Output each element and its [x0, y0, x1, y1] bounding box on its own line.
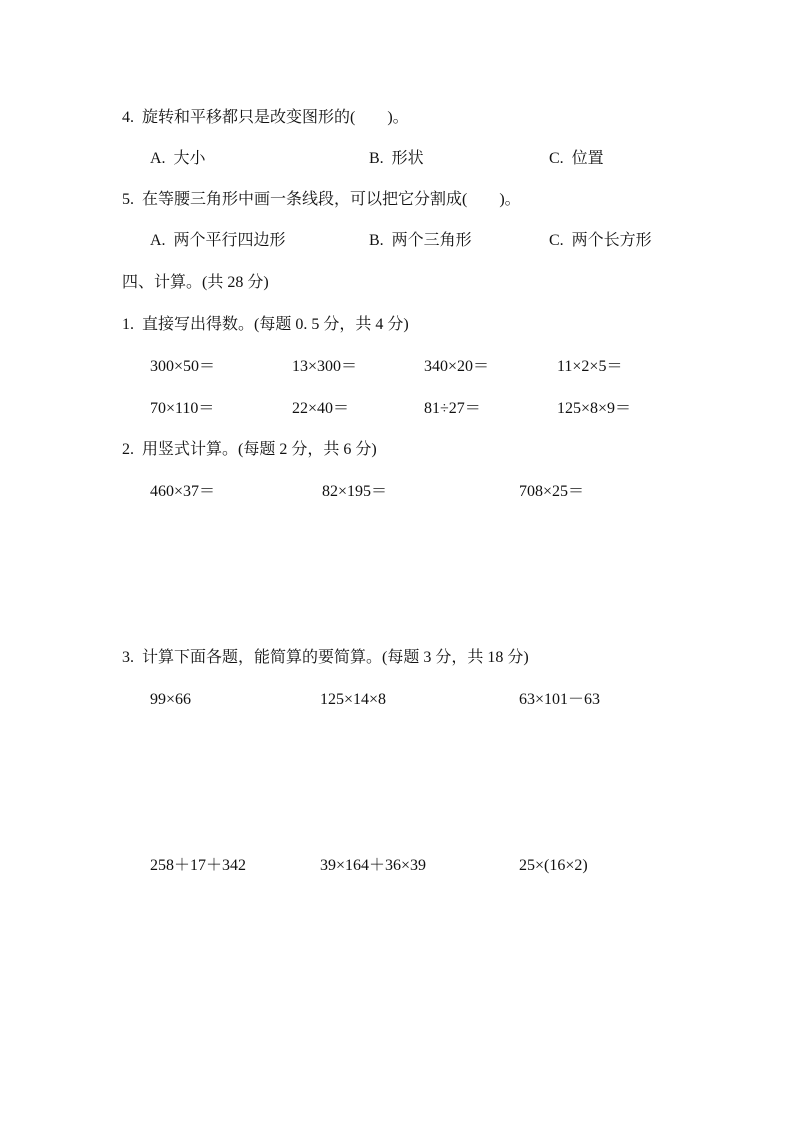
question-4-option-c: C. 位置 [549, 150, 604, 167]
question-5-text: 5. 在等腰三角形中画一条线段，可以把它分割成( )。 [122, 191, 521, 208]
part-3-row-1-item-3: 63×101－63 [519, 691, 601, 708]
part-3-row-2-item-1: 258＋17＋342 [150, 857, 247, 874]
question-4-text: 4. 旋转和平移都只是改变图形的( )。 [122, 109, 409, 126]
part-3-row-2-item-2: 39×164＋36×39 [320, 857, 427, 874]
part-3-text: 3. 计算下面各题，能简算的要简算。(每题 3 分，共 18 分) [122, 649, 529, 666]
part-1-row-2-item-3: 81÷27＝ [424, 400, 481, 417]
part-2-item-2: 82×195＝ [322, 483, 388, 500]
question-5-option-a: A. 两个平行四边形 [150, 232, 286, 249]
part-1-row-1-item-4: 11×2×5＝ [557, 358, 623, 375]
part-1-row-2-item-1: 70×110＝ [150, 400, 215, 417]
question-4-option-b: B. 形状 [369, 150, 424, 167]
section-4-title: 四、计算。(共 28 分) [122, 274, 269, 291]
part-1-row-2-item-4: 125×8×9＝ [557, 400, 632, 417]
part-2-text: 2. 用竖式计算。(每题 2 分，共 6 分) [122, 441, 377, 458]
part-2-item-1: 460×37＝ [150, 483, 216, 500]
question-5-option-c: C. 两个长方形 [549, 232, 652, 249]
question-4-option-a: A. 大小 [150, 150, 206, 167]
part-1-row-2-item-2: 22×40＝ [292, 400, 350, 417]
part-1-row-1-item-3: 340×20＝ [424, 358, 490, 375]
part-3-row-1-item-1: 99×66 [150, 691, 192, 708]
part-1-row-1-item-2: 13×300＝ [292, 358, 358, 375]
part-1-row-1-item-1: 300×50＝ [150, 358, 216, 375]
part-2-item-3: 708×25＝ [519, 483, 585, 500]
question-5-option-b: B. 两个三角形 [369, 232, 472, 249]
part-1-text: 1. 直接写出得数。(每题 0. 5 分，共 4 分) [122, 316, 409, 333]
part-3-row-2-item-3: 25×(16×2) [519, 857, 588, 874]
part-3-row-1-item-2: 125×14×8 [320, 691, 387, 708]
